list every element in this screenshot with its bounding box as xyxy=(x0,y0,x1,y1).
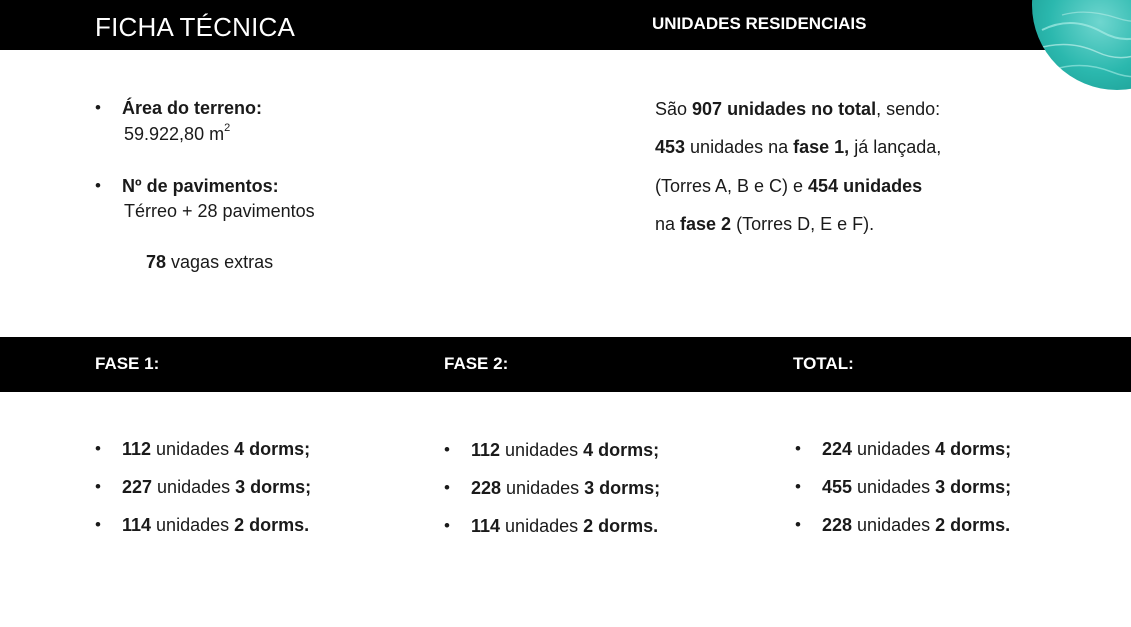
vagas-extras: 78 vagas extras xyxy=(146,252,274,272)
total-label: TOTAL: xyxy=(793,354,854,373)
bullet-dot-icon: • xyxy=(795,439,801,458)
bullet-dot-icon: • xyxy=(444,478,450,497)
page-title: FICHA TÉCNICA xyxy=(95,12,296,42)
water-pool-decoration xyxy=(1032,0,1131,90)
bullet-dot-icon: • xyxy=(95,477,101,496)
bullet-dot-icon: • xyxy=(95,515,101,534)
bullet-dot-icon: • xyxy=(95,176,101,195)
phase-1-label: FASE 1: xyxy=(95,354,160,373)
bullet-dot-icon: • xyxy=(444,440,450,459)
summary-line-2: 453 unidades na fase 1, já lançada, xyxy=(655,137,942,157)
bullet-dot-icon: • xyxy=(444,516,450,535)
pavimentos-value: Térreo + 28 pavimentos xyxy=(124,201,315,221)
area-label: Área do terreno: xyxy=(122,98,263,118)
phase-2-item: 228 unidades 3 dorms; xyxy=(471,478,661,498)
pavimentos-label: Nº de pavimentos: xyxy=(122,176,279,196)
bullet-dot-icon: • xyxy=(795,515,801,534)
section-subtitle: UNIDADES RESIDENCIAIS xyxy=(652,14,867,33)
phases-header-bar xyxy=(0,337,1131,392)
summary-line-3: (Torres A, B e C) e 454 unidades xyxy=(655,176,923,196)
phase-2-item: 114 unidades 2 dorms. xyxy=(471,516,659,536)
total-item: 228 unidades 2 dorms. xyxy=(822,515,1011,535)
bullet-dot-icon: • xyxy=(795,477,801,496)
area-value: 59.922,80 $m^2$ xyxy=(124,122,231,144)
phase-1-item: 227 unidades 3 dorms; xyxy=(122,477,312,497)
phase-2-item: 112 unidades 4 dorms; xyxy=(471,440,660,460)
summary-line-1: São 907 unidades no total, sendo: xyxy=(655,99,941,119)
total-item: 455 unidades 3 dorms; xyxy=(822,477,1012,497)
summary-line-4: na fase 2 (Torres D, E e F). xyxy=(655,214,875,234)
bullet-dot-icon: • xyxy=(95,439,101,458)
phase-1-item: 112 unidades 4 dorms; xyxy=(122,439,311,459)
bullet-dot-icon: • xyxy=(95,98,101,117)
total-item: 224 unidades 4 dorms; xyxy=(822,439,1012,459)
phase-2-label: FASE 2: xyxy=(444,354,509,373)
phase-1-item: 114 unidades 2 dorms. xyxy=(122,515,310,535)
